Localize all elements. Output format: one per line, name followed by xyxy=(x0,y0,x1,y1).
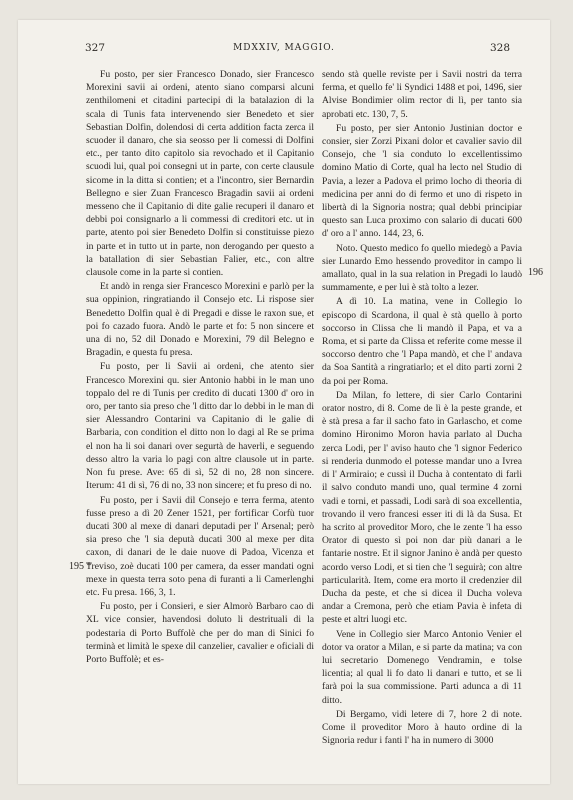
paragraph: Et andò in renga sier Francesco Morexini e parlò per la sua oppinion, ringratiando il Consejo etc. Li rispose sier Benedetto Dolfin qual è di Pregadi e disse le raxon sue, et poi fo cazado fuora. Andò le parte et fo: 5 non sincere et una di no, 52 dil Donado e Morexini, 79 dil Belegno e Bragadin, e questa fu presa. xyxy=(86,281,314,359)
paragraph: A dì 10. La matina, vene in Collegio lo episcopo di Scardona, il qual è stà quello à porto soccorso in Clissa che li mandò il Papa, et va a Roma, et si parte da Clissa et referite come messe il soccorso dentro che 'l Papa mandò, et che l' andava da Soa Santità a ringratiarlo; et el dito parti zorni 2 da poi per Roma. xyxy=(322,296,522,387)
page-number-left: 327 xyxy=(85,42,106,54)
paragraph: Noto. Questo medico fo quello miedegò a Pavia sier Lunardo Emo hessendo proveditor in campo li amallato, qual in la sua relation in Pregadi lo laudò summamente, e per lui è stà tolto a lezer. xyxy=(322,242,522,294)
margin-note-right: 196 xyxy=(528,267,543,278)
running-title: MDXXIV, MAGGIO. xyxy=(233,43,335,53)
right-column xyxy=(322,68,522,747)
left-column xyxy=(86,68,314,666)
paragraph: Fu posto, per i Savii dil Consejo e terra ferma, atento fusse preso a dì 20 Zener 1521, per fortificar Corfù tuor ducati 300 al mexe di danari deputadi per l' Arsenal; però sia preso che 'l sia deputà ducati 300 al mexe per dita caxon, di danari de le daie nuove di Padoa, Vicenza et Treviso, zoè ducati 100 per camera, da esser mandati ogni mexe in questa terra soto pena di furanti a li Camerlenghi etc. Fu presa. 166, 3, 1. xyxy=(86,494,314,598)
page-number-right: 328 xyxy=(489,42,510,54)
document-page xyxy=(18,20,550,784)
paragraph: Fu posto, per li Savii ai ordeni, che atento sier Francesco Morexini qu. sier Antonio habbi in le man uno toppalo del re di Tunis per credito di ducati 1300 d' oro in oro, per tanto sia preso che 'l ditto dar lo debbi in le man di sier Alessandro Contarini va Capitanio di le galie di Barbaria, con condition el ditto non lo dagi al Re se prima el non ha li soi danari over segurtà de haverli, e seguendo desso altro la varia lo pagi con altre clausole ut in parte. Non fu prese. Ave: 65 di sì, 52 di no, 28 non sincere. Iterum: 41 di sì, 76 di no, 33 non sincere; et fu preso di no. xyxy=(86,361,314,492)
paragraph: Di Bergamo, vidi letere di 7, hore 2 di note. Come il proveditor Moro à hauto ordine di la Signoria redur i fanti l' ha in numero di 3000 xyxy=(322,708,522,747)
margin-note-left: 195 * xyxy=(69,561,92,572)
paragraph: Da Milan, fo lettere, di sier Carlo Contarini orator nostro, di 8. Come de lì è la peste grande, et è stà presa a far il sacho fato in Garlascho, et come domino Hironimo Moron havia parlato al Ducha zerca Lodi, per l' aviso hauto che 'l signor Federico si renderia dunmodo el potesse mandar uno a Ivrea di l' Armiraio; e cussì il Ducha à contentato di farli il salvo conduto mandi uno, qual termine 4 zorni vadi e torni, et passadi, Lodi sarà di soa excellentia, trovando il vero francesi esser iti di là da Susa. Et ha scrito al proveditor Moro, che le zente 'l ha esso Orator di questo sì poi non dar più danari a le fantarie nostre. Et il signor Janino è andà per questo acordo verso Lodi, et si tien che 'l seguirà; con altre particularità. Item, come era morto il credenzier dil Ducha da peste, et che si dicea il Ducha voleva andar a Cremona, però che etiam Pavia è infeta di peste et altri luogi etc. xyxy=(322,389,522,626)
paragraph: Fu posto, per i Consieri, e sier Almorò Barbaro cao di XL vice consier, havendosi doluto li destrituali di la podestaria di Porto Buffolè che per do man di Sinici fo terminà et limità le spexe dil canzelier, cavalier e oficiali di Porto Buffolè; et es- xyxy=(86,601,314,665)
paragraph: sendo stà quelle reviste per i Savii nostri da terra ferma, et quello fe' li Syndici 1488 et poi, 1496, sier Alvise Bondimier olim rector di lì, per tanto sia aprobati etc. 130, 7, 5. xyxy=(322,69,522,120)
paragraph: Fu posto, per sier Antonio Justinian doctor e consier, sier Zorzi Pixani dolor et cavalier savio dil Consejo, che 'l sia conduto lo excellentissimo domino Matio di Corte, qual ha lecto nel Studio di Pavia, a lezer a Padova el primo locho di theoria di medicina per anni do di fermo et uno di rispeto in libertà di la Signoria nostra; qual debbi principiar questo san Luca proximo con salario di ducati 600 d' oro a l' anno. 144, 23, 6. xyxy=(322,122,522,240)
paragraph: Fu posto, per sier Francesco Donado, sier Francesco Morexini savii ai ordeni, atento siano comparsi alcuni zenthilomeni et citadini partecipi di la batalazion di la scala di Tunis fata intervenendo sier Benedeto et sier Sebastian Dolfin, dolendosi di certa addition facta zerca il scuoder il danaro, che sia seosso per li comessi di Dolfini etc., per tanto dito capitolo sia revochado et il Capitanio scuodi lui, qual poi consegni ut in parte, con certe clausule sicome in la ditta si contien; et a l'incontro, sier Bernardin Bellegno e sier Zuan Francesco Bragadin savii ai ordeni messeno che il Capitanio di dite galie recuperi il danaro et debbi poi consignarlo a li commessi di creditori etc. ut in parte, atento poi sier Benedeto Dolfin si constituisse piezo in parte et in tutto ut in parte, non derogando per questo a la batallation di sier Sebastian Falier, etc., con altre clausole come in la parte si contien. xyxy=(86,69,314,279)
paragraph: Vene in Collegio sier Marco Antonio Venier el dotor va orator a Milan, e si parte da matina; va con lui secretario Domenego Vendramin, e tolse licentia; al qual li fo dato li danari e tutto, et se li farà poi la sua commissione. Parti adunca a dì 11 ditto. xyxy=(322,628,522,706)
